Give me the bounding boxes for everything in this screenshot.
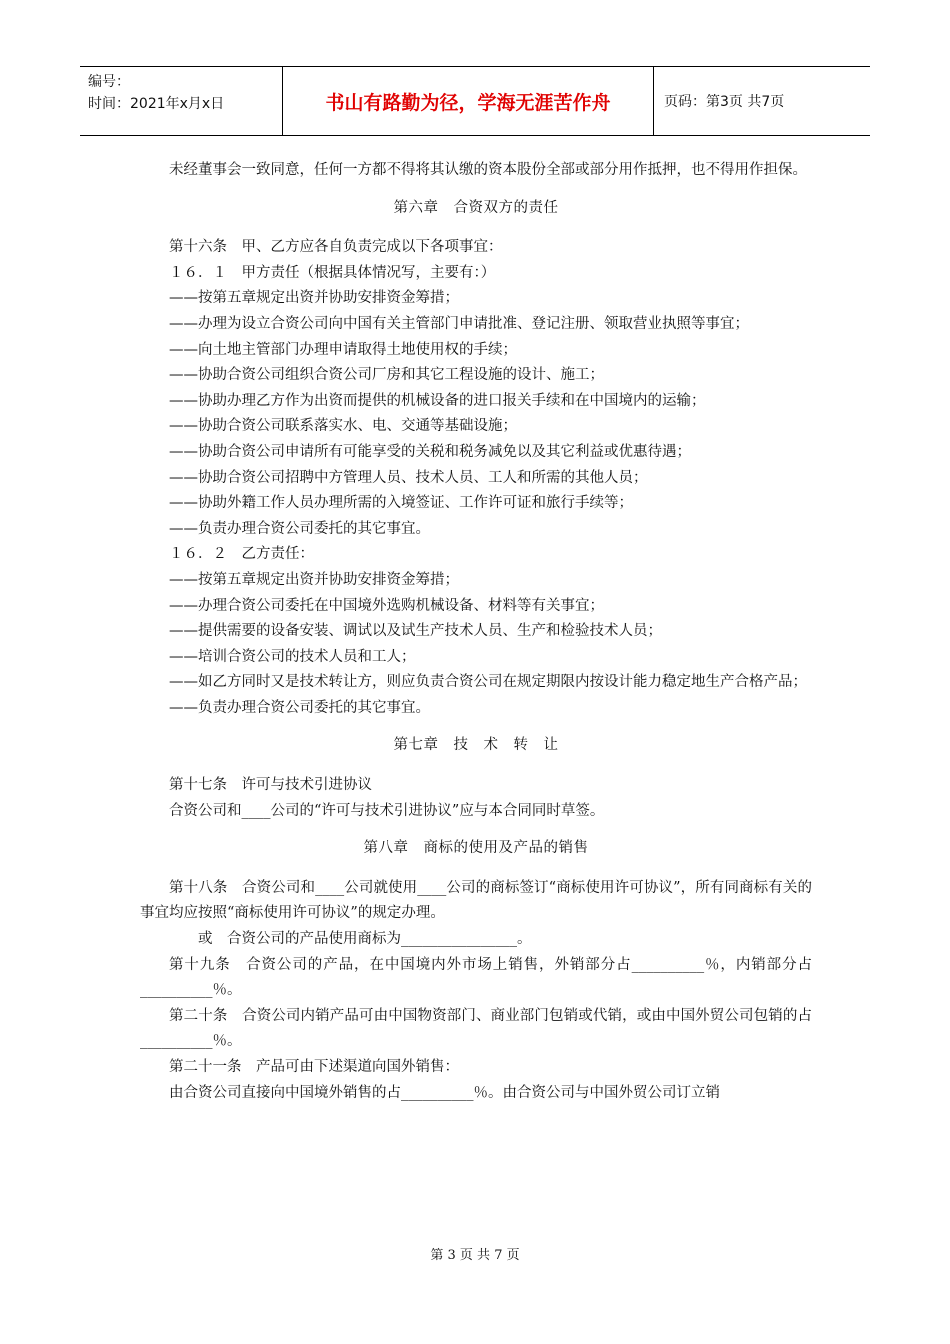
article-paragraph: 第十八条 合资公司和____公司就使用____公司的商标签订“商标使用许可协议”，所有同商标有关的事宜均应按照“商标使用许可协议”的规定办理。: [140, 879, 812, 922]
document-body: [140, 158, 812, 1106]
article-paragraph: 第二十条 合资公司内销产品可由中国物资部门、商业部门包销或代销，或由中国外贸公司包销的占__________％。: [140, 1007, 812, 1050]
list-item: ——协助办理乙方作为出资而提供的机械设备的进口报关手续和在中国境内的运输；: [169, 392, 706, 409]
list-item: ——协助合资公司组织合资公司厂房和其它工程设施的设计、施工；: [169, 367, 604, 384]
list-item: ——办理为设立合资公司向中国有关主管部门申请批准、登记注册、领取营业执照等事宜；: [169, 315, 749, 332]
header-page-label: 页码：第3页 共7页: [664, 94, 785, 110]
list-item: ——提供需要的设备安装、调试以及试生产技术人员、生产和检验技术人员；: [169, 623, 662, 640]
list-item: ——向土地主管部门办理申请取得土地使用权的手续；: [169, 341, 517, 358]
list-item: ——负责办理合资公司委托的其它事宜。: [169, 699, 430, 716]
page-header: [80, 66, 870, 136]
chapter-heading: 第六章 合资双方的责任: [393, 199, 559, 216]
header-motto: 书山有路勤为径，学海无涯苦作舟: [282, 67, 654, 135]
section-heading: １６．１ 甲方责任（根据具体情况写，主要有：）: [169, 264, 496, 281]
chapter-heading: 第八章 商标的使用及产品的销售: [363, 840, 589, 857]
number-label: 编号：: [88, 74, 130, 90]
paragraph: 或 合资公司的产品使用商标为________________。: [198, 931, 532, 948]
chapter-heading: 第七章 技 术 转 让: [393, 737, 559, 754]
article-heading: 第十七条 许可与技术引进协议: [169, 777, 372, 794]
list-item: ——协助合资公司招聘中方管理人员、技术人员、工人和所需的其他人员；: [169, 469, 648, 486]
list-item: ——负责办理合资公司委托的其它事宜。: [169, 520, 430, 537]
list-item: ——协助外籍工作人员办理所需的入境签证、工作许可证和旅行手续等；: [169, 495, 633, 512]
list-item: ——协助合资公司联系落实水、电、交通等基础设施；: [169, 418, 517, 435]
header-meta: [80, 67, 282, 135]
list-item: ——按第五章规定出资并协助安排资金筹措；: [169, 290, 459, 307]
list-item: ——如乙方同时又是技术转让方，则应负责合资公司在规定期限内按设计能力稳定地生产合格产品；: [169, 674, 807, 691]
paragraph: 未经董事会一致同意，任何一方都不得将其认缴的资本股份全部或部分用作抵押，也不得用作担保。: [169, 162, 807, 178]
list-item: ——协助合资公司申请所有可能享受的关税和税务减免以及其它利益或优惠待遇；: [169, 443, 691, 460]
list-item: ——办理合资公司委托在中国境外选购机械设备、材料等有关事宜；: [169, 597, 604, 614]
page-footer: 第 3 页 共 7 页: [430, 1248, 520, 1263]
paragraph: 合资公司和____公司的“许可与技术引进协议”应与本合同同时草签。: [169, 802, 605, 819]
article-paragraph: 第十九条 合资公司的产品，在中国境内外市场上销售，外销部分占__________％，内销部分占__________％。: [140, 956, 812, 999]
article-heading: 第二十一条 产品可由下述渠道向国外销售：: [169, 1059, 459, 1075]
list-item: ——培训合资公司的技术人员和工人；: [169, 648, 416, 665]
list-item: ——按第五章规定出资并协助安排资金筹措；: [169, 571, 459, 588]
date-label: 时间：2021年x月x日: [88, 96, 225, 112]
section-heading: １６．２ 乙方责任：: [169, 546, 314, 563]
article-heading: 第十六条 甲、乙方应各自负责完成以下各项事宜：: [169, 239, 503, 256]
paragraph: 由合资公司直接向中国境外销售的占__________％。由合资公司与中国外贸公司订立销: [169, 1084, 720, 1101]
